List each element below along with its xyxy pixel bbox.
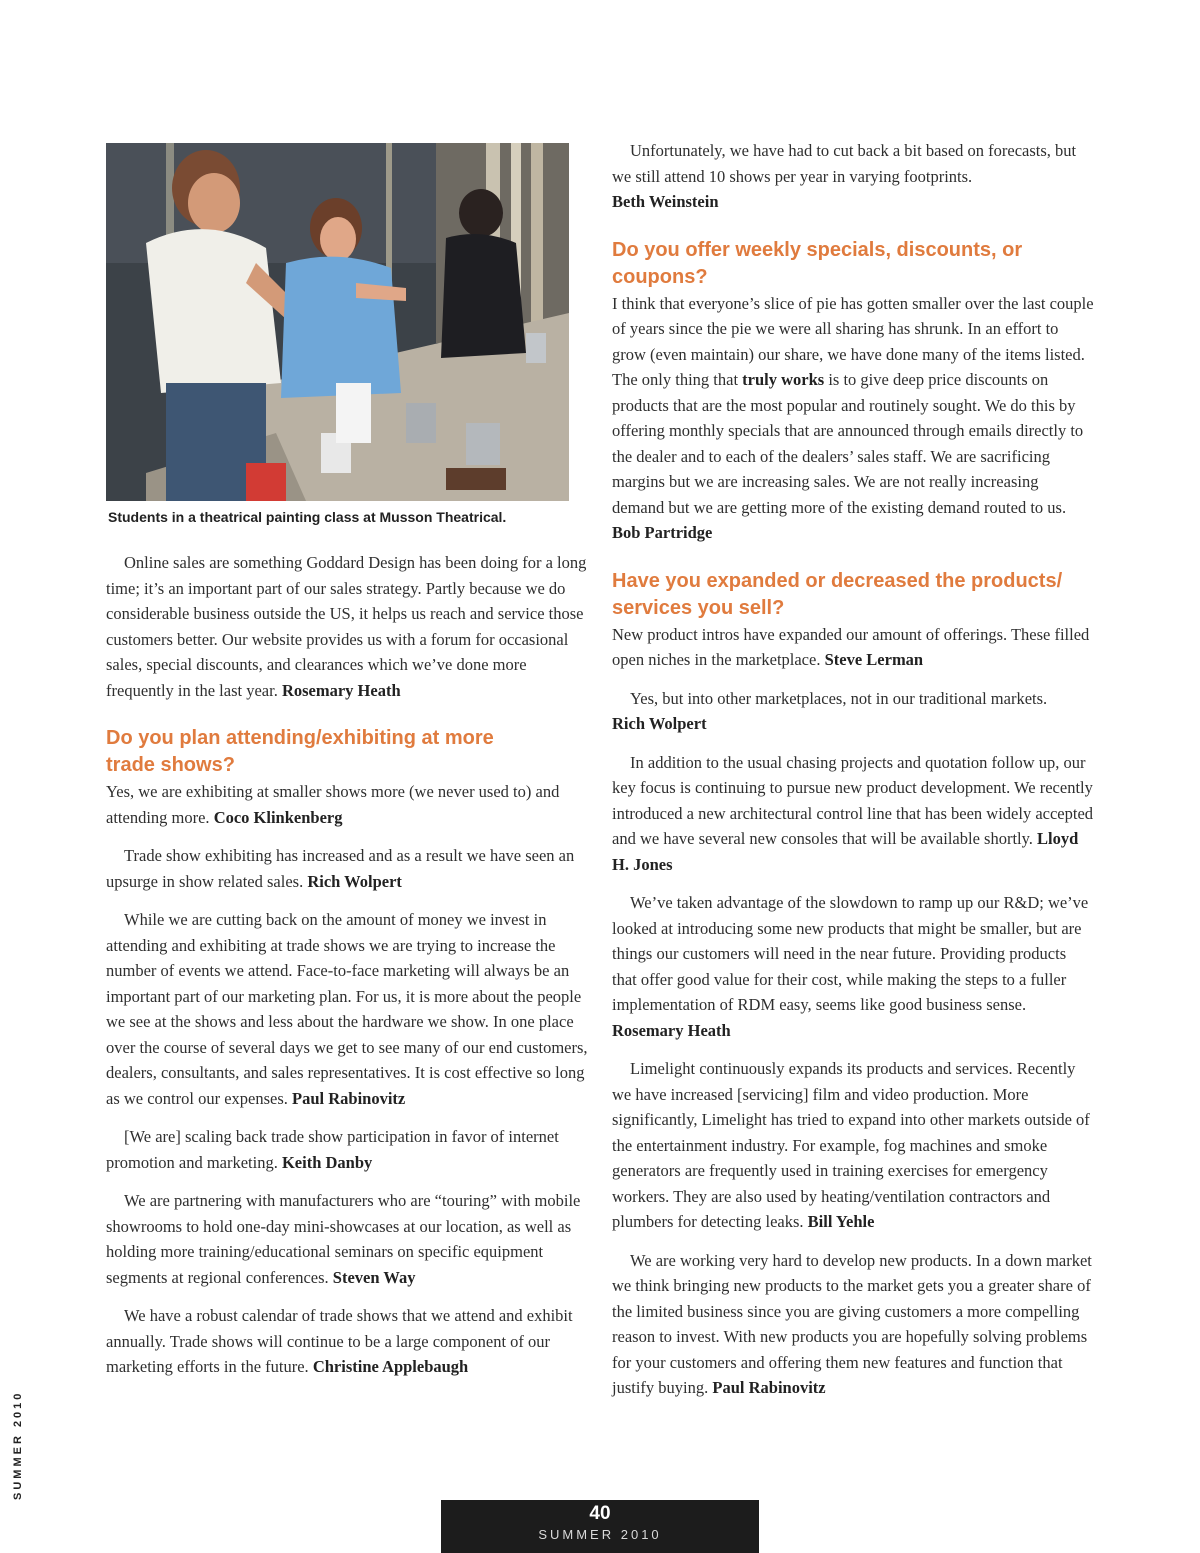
- painting-class-illustration: [106, 143, 569, 501]
- answer-paragraph: [106, 1188, 588, 1290]
- page-number: 40: [589, 1503, 611, 1524]
- heading-trade-shows-line2: trade shows?: [106, 754, 235, 776]
- answer-paragraph: [106, 907, 588, 1111]
- answer-text: Yes, we are exhibiting at smaller shows more (we never used to) and attending more.: [106, 782, 560, 827]
- answer-text: Trade show exhibiting has increased and as a result we have seen an upsurge in show related sales.: [106, 846, 575, 891]
- specials-emphasis: truly works: [742, 370, 825, 389]
- answer-attribution: Steve Lerman: [824, 650, 924, 669]
- heading-trade-shows: [106, 725, 588, 779]
- answer-attribution: Coco Klinkenberg: [213, 807, 343, 827]
- specials-attribution: Bob Partridge: [612, 523, 713, 542]
- page-footer: [441, 1500, 759, 1553]
- intro-paragraph: [106, 550, 588, 703]
- heading-trade-shows-line1: Do you plan attending/exhibiting at more: [106, 727, 494, 749]
- answer-text: While we are cutting back on the amount of money we invest in attending and exhibiting at trade shows we are trying to increase the number of events we attend. Face-to-face marketing will always be an important part of our marketing plan. For us, it is more about the people we see at the shows and less about the hardware we show. In one place over the course of several days we get to see many of our end customers, dealers, consultants, and sales representatives. It is cost effective so long as we control our expenses.: [106, 910, 588, 1108]
- classroom-photo: [106, 143, 569, 501]
- right-column: [612, 138, 1094, 1414]
- footer-issue: SUMMER 2010: [538, 1527, 662, 1542]
- specials-paragraph: [612, 291, 1094, 546]
- answer-paragraph: [612, 890, 1094, 1043]
- answer-paragraph: [106, 843, 588, 894]
- answer-paragraph: [612, 1248, 1094, 1401]
- answer-text: Limelight continuously expands its products and services. Recently we have increased [servicing] film and video production. More significantly, Limelight has tried to expand into other markets outside of the entertainment industry. For example, fog machines and smoke generators are frequently used in training exercises for emergency workers. They are also used by heating/ventilation contractors and plumbers for detecting leaks.: [612, 1059, 1090, 1231]
- answer-paragraph: [106, 1303, 588, 1380]
- answer-attribution: Steven Way: [332, 1267, 416, 1287]
- answer-text: We’ve taken advantage of the slowdown to ramp up our R&D; we’ve looked at introducing some new products that might be smaller, but are things our customers will need in the near future. Providing products that offer good value for their cost, while making the steps to a fuller implementation of RDM easy, seems like good business sense.: [612, 893, 1089, 1014]
- answer-text: In addition to the usual chasing projects and quotation follow up, our key focus is continuing to pursue new product development. We recently introduced a new architectural control line that has been widely accepted and we have several new consoles that will be available shortly.: [612, 752, 1094, 848]
- answer-paragraph: [106, 779, 588, 830]
- answer-paragraph: [612, 750, 1094, 878]
- answer-text: We have a robust calendar of trade shows that we attend and exhibit annually. Trade shows will continue to be a large component of our marketing efforts in the future.: [106, 1306, 573, 1376]
- left-column: [106, 550, 588, 1393]
- heading-products: [612, 568, 1094, 622]
- answer-attribution: Bill Yehle: [807, 1212, 875, 1231]
- answer-attribution: Christine Applebaugh: [312, 1357, 469, 1376]
- answer-paragraph: [106, 1124, 588, 1175]
- continued-paragraph: [612, 138, 1094, 215]
- photo-caption: Students in a theatrical painting class at Musson Theatrical.: [108, 509, 507, 525]
- answer-paragraph: [612, 1056, 1094, 1235]
- heading-products-line2: services you sell?: [612, 596, 785, 619]
- answer-attribution: Rich Wolpert: [307, 871, 402, 891]
- answer-attribution: Keith Danby: [281, 1152, 373, 1172]
- intro-attribution: Rosemary Heath: [281, 680, 401, 700]
- answer-text: New product intros have expanded our amount of offerings. These filled open niches in the marketplace.: [612, 624, 1090, 669]
- answer-attribution: Lloyd H. Jones: [612, 829, 1079, 874]
- specials-text-after: is to give deep price discounts on products that are the most popular and routinely sought. We do this by offering monthly specials that are announced through emails directly to the dealer and to each of the dealers’ sales staff. We are sacrificing margins but we are increasing sales. We are not really increasing demand but we are getting more of the existing demand routed to us.: [612, 370, 1084, 517]
- answer-attribution: Paul Rabinovitz: [712, 1378, 826, 1397]
- heading-specials: Do you offer weekly specials, discounts, or coupons?: [612, 238, 1023, 288]
- answer-paragraph: [612, 686, 1094, 737]
- answer-text: Yes, but into other marketplaces, not in our traditional markets.: [630, 688, 1048, 708]
- answer-text: We are working very hard to develop new products. In a down market we think bringing new products to the market gets you a greater share of the limited business since you are giving customers a more compelling reason to invest. With new products you are hopefully solving problems for your customers and offering them new features and function that justify buying.: [612, 1250, 1092, 1397]
- answer-attribution: Paul Rabinovitz: [292, 1088, 406, 1108]
- answer-paragraph: [612, 622, 1094, 673]
- answer-text: [We are] scaling back trade show participation in favor of internet promotion and marketing.: [106, 1127, 559, 1172]
- side-issue-label: SUMMER 2010: [12, 1390, 24, 1500]
- intro-text: Online sales are something Goddard Design has been doing for a long time; it’s an important part of our sales strategy. Partly because we do considerable business outside the US, it helps us reach and service those customers better. Our website provides us with a forum for occasional sales, special discounts, and clearances which we’ve done more frequently in the last year.: [106, 553, 587, 700]
- answer-text: We are partnering with manufacturers who are “touring” with mobile showrooms to hold one-day mini-showcases at our location, as well as holding more training/educational seminars on specific equipment segments at regional conferences.: [106, 1191, 581, 1287]
- heading-products-line1: Have you expanded or decreased the products/: [612, 569, 1063, 592]
- answer-attribution: Rich Wolpert: [612, 714, 707, 733]
- continued-text: Unfortunately, we have had to cut back a bit based on forecasts, but we still attend 10 shows per year in varying footprints.: [612, 141, 1077, 186]
- specials-text-before: I think that everyone’s slice of pie has gotten smaller over the last couple of years since the pie we were all sharing has shrunk. In an effort to grow (even maintain) our share, we have done many of the items listed. The only thing that: [612, 293, 1094, 389]
- answer-attribution: Rosemary Heath: [612, 1020, 731, 1040]
- continued-attribution: Beth Weinstein: [612, 192, 719, 211]
